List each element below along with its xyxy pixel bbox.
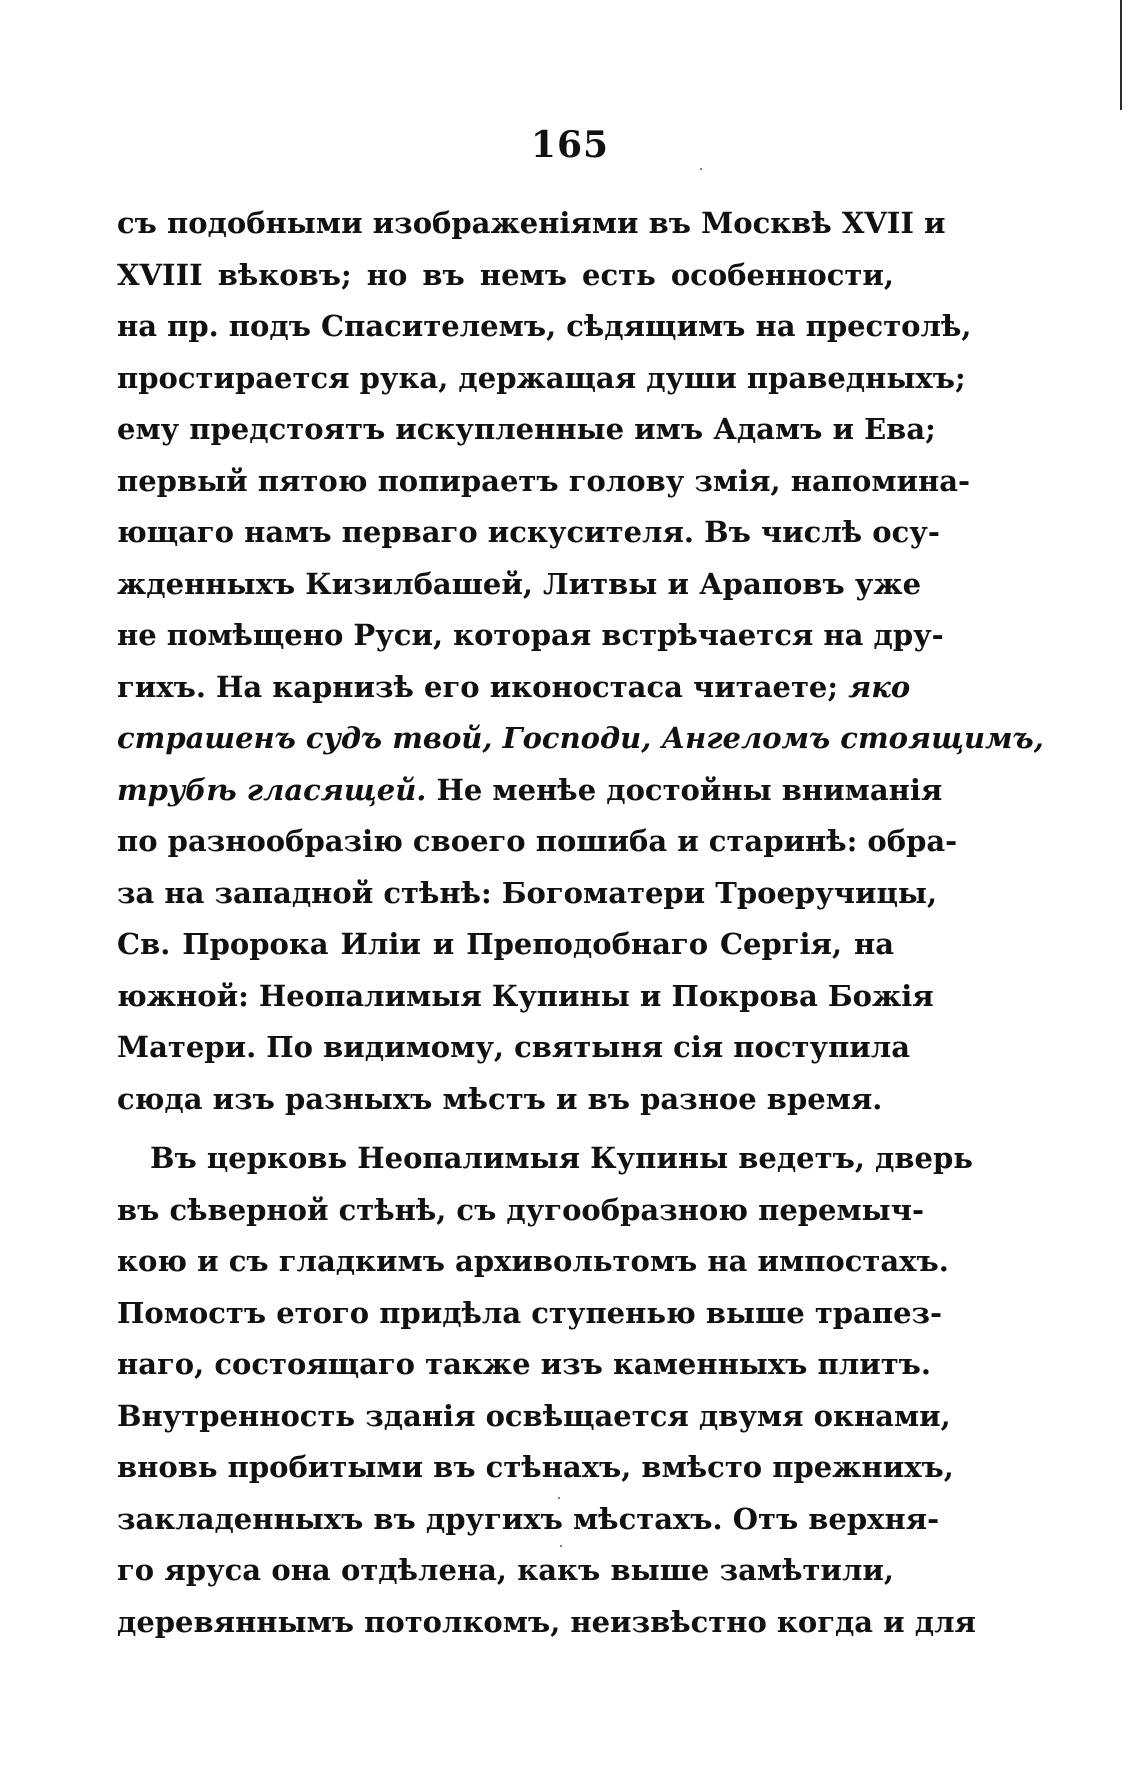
line-text: съ подобными изображеніями въ Москвѣ XVII и <box>117 206 946 240</box>
line-text: не помѣщено Руси, которая встрѣчается на дру- <box>117 618 944 652</box>
text-line <box>117 1074 894 1126</box>
text-line <box>117 250 894 302</box>
text-line <box>117 507 940 559</box>
line-text: деревяннымъ потолкомъ, неизвѣстно когда и для <box>117 1604 976 1639</box>
text-line <box>117 1442 954 1494</box>
text-line <box>117 1022 911 1074</box>
line-text: Внутренность зданія освѣщается двумя окнами, <box>117 1398 951 1433</box>
line-text: жденныхъ Кизилбашей, Литвы и Араповъ уже <box>117 566 922 601</box>
text-line <box>117 1545 894 1597</box>
page-edge-line <box>1120 0 1122 110</box>
text-line <box>117 1185 925 1237</box>
line-text: гихъ. На карнизѣ его иконостаса читаете; <box>117 669 849 704</box>
line-text: Помостъ етого придѣла ступенью выше трапез- <box>117 1295 943 1330</box>
line-text: Св. Пророка Иліи и Преподобнаго Сергія, на <box>117 927 894 961</box>
paragraph <box>117 198 1044 1125</box>
text-line <box>117 1236 949 1288</box>
line-text: первый пятою попираетъ голову змія, напомина- <box>117 463 971 498</box>
line-text: закладенныхъ въ другихъ мѣстахъ. Отъ верхня- <box>117 1501 940 1536</box>
line-text: кою и съ гладкимъ архивольтомъ на импостахъ. <box>117 1244 949 1278</box>
text-line <box>117 868 938 920</box>
line-text: простирается рука, держащая души праведныхъ; <box>117 360 966 395</box>
print-speck <box>700 168 702 170</box>
text-line <box>117 1133 973 1185</box>
text-line <box>117 1339 932 1391</box>
text-line <box>117 1288 943 1340</box>
line-text: ющаго намъ перваго искусителя. Въ числѣ осу- <box>117 515 940 549</box>
text-line <box>117 1391 951 1443</box>
line-text: Не менѣе достойны вниманія <box>426 772 943 807</box>
line-text: сюда изъ разныхъ мѣстъ и въ разное время. <box>117 1081 883 1116</box>
line-text: южной: Неопалимыя Купины и Покрова Божія <box>117 978 934 1013</box>
line-text: на пр. подъ Спасителемъ, сѣдящимъ на престолѣ, <box>117 309 972 343</box>
text-line <box>117 1494 940 1546</box>
italic-text: яко <box>848 669 911 704</box>
italic-text: страшенъ судъ твой, Господи, Ангеломъ стоящимъ, <box>117 721 1044 755</box>
paragraph <box>117 1133 976 1648</box>
text-line <box>117 559 922 611</box>
text-line <box>117 919 894 971</box>
line-text: въ сѣверной стѣнѣ, съ дугообразною перемыч- <box>117 1192 925 1227</box>
text-line <box>117 765 943 817</box>
line-text: го яруса она отдѣлена, какъ выше замѣтили, <box>117 1553 894 1587</box>
page-number: 165 <box>530 124 610 166</box>
text-line <box>117 353 966 405</box>
text-line <box>117 662 911 714</box>
line-text: по разнообразію своего пошиба и старинѣ: обра- <box>117 824 958 858</box>
text-line <box>117 456 971 508</box>
line-text: XVIII вѣковъ; но въ немъ есть особенности, <box>117 257 894 292</box>
text-line <box>117 713 1044 765</box>
paragraph-gap <box>117 1125 894 1133</box>
text-line <box>117 198 946 250</box>
text-line <box>117 610 944 662</box>
line-text: Матери. По видимому, святыня сія поступила <box>117 1030 911 1064</box>
line-text: наго, состоящаго также изъ каменныхъ плитъ. <box>117 1347 932 1381</box>
line-text: за на западной стѣнѣ: Богоматери Троеручицы, <box>117 875 938 910</box>
text-line <box>117 1597 976 1649</box>
line-text: ему предстоятъ искупленные имъ Адамъ и Ева; <box>117 412 936 446</box>
text-line <box>117 301 972 353</box>
text-line <box>117 404 936 456</box>
text-line <box>117 816 958 868</box>
body-text <box>117 198 1044 1648</box>
line-text: Въ церковь Неопалимыя Купины ведетъ, дверь <box>150 1141 973 1175</box>
text-line <box>117 971 934 1023</box>
line-text: вновь пробитыми въ стѣнахъ, вмѣсто прежнихъ, <box>117 1450 954 1484</box>
italic-text: трубѣ гласящей. <box>117 772 427 807</box>
